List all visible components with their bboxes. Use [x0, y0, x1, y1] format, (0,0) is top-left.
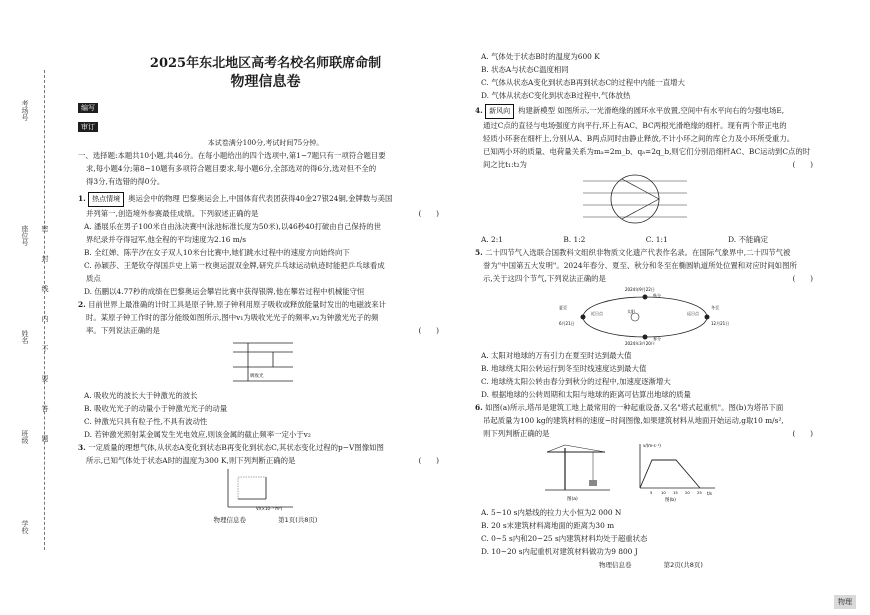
q6-line3: 则下列判断正确的是 ( )	[483, 429, 813, 438]
q5-label-summer: 夏至	[559, 305, 567, 310]
q4-ring-field-figure	[475, 171, 827, 229]
tag-edit: 编写	[78, 103, 98, 113]
q6-axis-t: t/s	[707, 491, 712, 496]
q4-option-c: C. 1:1	[645, 235, 668, 244]
q5-label-autumn: 秋分	[653, 293, 661, 298]
section1-line2: 求,每小题4分;第8~10题有多项符合题目要求,每小题6分,全部选对的得6分,选对但不全的	[86, 164, 377, 173]
q4-stem: 4. 新风向 构建新模型 如图所示,一光滑绝缘的圆环水平放置,空间中有水平向右的匀强电场E,	[475, 104, 827, 119]
q5-option-b: B. 地球绕太阳公转运行到冬至时线速度达到最大值	[481, 364, 647, 373]
q1-option-b: B. 全红婵、陈芋汐在女子双人10米台比赛中,她们跳水过程中的速度方向始终向下	[84, 248, 350, 257]
seal-char: 密	[41, 225, 49, 232]
q5-label-perihelion: 近日点	[591, 311, 603, 316]
q2-line3: 率。下列说法正确的是 ( )	[86, 326, 439, 335]
q6-answer-paren: ( )	[792, 429, 813, 438]
q6-option-d: D. 10~20 s内起重机对建筑材料做功为9 800 J	[481, 547, 638, 556]
q6-tick: 5	[650, 490, 653, 495]
q1-line1: 奥运会中的物理 巴黎奥运会上,中国体育代表团获得40金27银24铜,金牌数与美国	[128, 194, 393, 203]
q1-stem	[78, 192, 453, 207]
paper-subtitle: 物理信息卷	[230, 74, 301, 90]
q5-date-summer: 6月21日	[559, 321, 575, 326]
binding-sidebar	[0, 0, 62, 615]
q3-axis-label: V/(×10⁻³ m³)	[256, 506, 283, 511]
seal-char: 线	[41, 285, 49, 292]
q4-line5: 间之比t₁:t₂为 ( )	[483, 160, 813, 169]
label-seat: 座位号	[21, 225, 29, 246]
q2-stem: 2. 目前世界上最准确的计时工具是原子钟,原子钟利用原子吸收或释放能量时发出的电磁波来计	[78, 300, 387, 309]
section1-line3: 得3分,有选错的得0分。	[86, 177, 165, 186]
q2-option-b: B. 吸收光光子的动量小于钟激光光子的动量	[84, 404, 228, 413]
q4-option-a: A. 2:1	[481, 235, 503, 244]
q3-stem: 3. 一定质量的理想气体,从状态A变化到状态B再变化到状态C,其状态变化过程的p−V图像如图	[78, 443, 384, 452]
seal-char: 答	[41, 405, 49, 412]
q3-option-d: D. 气体从状态C变化到状态B过程中,气体放热	[481, 91, 631, 100]
q6-tick: 10	[661, 490, 666, 495]
label-class: 班级	[21, 430, 29, 444]
page-2-column	[475, 50, 827, 569]
seal-char: 题	[41, 435, 49, 442]
q5-label-spring: 春分	[653, 336, 661, 341]
q2-option-d: D. 若钟激光照射某金属发生光电效应,则该金属的截止频率一定小于v₂	[84, 430, 311, 439]
seal-char: 要	[41, 375, 49, 382]
q5-line3: 示,关于这四个节气,下列说法正确的是 ( )	[483, 274, 813, 283]
q2-energy-level-figure	[78, 337, 453, 385]
q4-option-d: D. 不能确定	[728, 235, 769, 244]
q5-label-aphelion: 远日点	[687, 311, 699, 316]
q2-option-c: C. 钟激光只具有粒子性,不具有波动性	[84, 417, 208, 426]
seal-char: 不	[41, 345, 49, 352]
q5-date-autumn: 2024年9月22日	[625, 287, 655, 292]
q1-option-d: D. 伍鹏以4.77秒的成绩在巴黎奥运会攀岩比赛中获得银牌,他在攀岩过程中机械能守恒	[84, 287, 365, 296]
q6-option-b: B. 20 s末建筑材料离地面的距离为30 m	[481, 521, 615, 530]
q1-option-c: C. 孙颖莎、王楚钦夺得国乒史上第一枚奥运混双金牌,研究乒乓球运动轨迹时能把乒乓球看成	[84, 261, 385, 270]
q4-options	[475, 233, 827, 246]
q5-date-winter: 12月21日	[711, 321, 730, 326]
q5-option-a: A. 太阳对地球的万有引力在夏至时达到最大值	[481, 351, 632, 360]
q6-tick: 25	[697, 490, 702, 495]
seal-line	[44, 70, 45, 550]
label-school: 学校	[21, 520, 29, 534]
seal-char: 内	[41, 315, 49, 322]
q3-line2: 所示,已知气体处于状态A时的温度为300 K,则下列判断正确的是 ( )	[86, 456, 439, 465]
page-1-footer-name: 物理信息卷	[213, 516, 247, 524]
editor-tags	[78, 95, 453, 133]
q5-option-c: C. 地球绕太阳公转由春分到秋分的过程中,加速度逐渐增大	[481, 377, 671, 386]
q4-line3: 轻质小环套在细杆上,分别从A、B两点同时由静止释放,不计小环之间的库仑力及小环所受重力。	[483, 134, 795, 143]
q1-answer-paren: ( )	[418, 209, 439, 218]
q6-option-a: A. 5~10 s内悬线的拉力大小恒为2 000 N	[481, 508, 622, 517]
q3-answer-paren: ( )	[418, 456, 439, 465]
label-name: 姓名	[21, 330, 29, 344]
q1-option-c-cont: 质点	[86, 274, 101, 283]
q6-crane-figure	[545, 445, 610, 502]
q3-option-c: C. 气体从状态A变化到状态B再到状态C的过程中内能一直增大	[481, 78, 685, 87]
q6-caption-a: 图(a)	[567, 497, 578, 502]
q1-line2: 并列第一,创造境外参赛最佳成绩。下列叙述正确的是 ( )	[86, 209, 439, 218]
q6-axis-v: v/(m·s⁻¹)	[643, 443, 661, 448]
q1-option-a-cont: 界纪录并夺得冠军,他全程的平均速度为2.16 m/s	[86, 235, 247, 244]
label-exam-room: 考场号	[21, 100, 29, 121]
page-1-column	[78, 55, 453, 524]
q5-line2: 誉为"中国第五大发明"。2024年春分、夏至、秋分和冬至在椭圆轨道所处位置和对应时间如图所	[483, 261, 797, 270]
q3-option-b: B. 状态A与状态C温度相同	[481, 65, 569, 74]
q5-orbit-figure	[475, 285, 827, 345]
q6-caption-b: 图(b)	[665, 498, 676, 502]
q6-line2: 吊起质量为100 kg的建筑材料的速度−时间图像,如果建筑材料从地面开始运动,g取10 m/s²,	[483, 416, 784, 425]
q6-tick: 20	[685, 490, 690, 495]
q6-figures	[475, 440, 827, 502]
q2-option-a: A. 吸收光的波长大于钟激光的波长	[84, 391, 198, 400]
q1-tag: 热点情境	[88, 192, 124, 207]
page-2-footer-page: 第2页(共8页)	[663, 561, 703, 569]
q4-option-b: B. 1:2	[563, 235, 586, 244]
q1-number: 1.	[78, 194, 86, 203]
page-2-footer-name: 物理信息卷	[599, 561, 632, 569]
q2-answer-paren: ( )	[418, 326, 439, 335]
page-1-footer-page: 第1页(共8页)	[278, 516, 318, 524]
subject-corner-badge: 物理	[834, 595, 856, 609]
q4-answer-paren: ( )	[792, 160, 813, 169]
q1-option-a: A. 潘展乐在男子100米自由泳决赛中(泳池标准长度为50米),以46秒40打破由自己保持的世	[84, 222, 381, 231]
q5-label-winter: 冬至	[711, 305, 719, 310]
q5-date-spring: 2024年3月20日	[625, 341, 655, 345]
q6-tick: 15	[673, 490, 678, 495]
q2-line2: 时。某原子钟工作时的部分能级如图所示,图中v₁为吸收光光子的频率,v₂为钟激光光子的频	[86, 313, 379, 322]
q6-option-c: C. 0~5 s内和20~25 s内建筑材料均处于超重状态	[481, 534, 648, 543]
page-1-footer	[78, 515, 453, 524]
exam-note: 本试卷满分100分,考试时间75分钟。	[207, 139, 324, 147]
q5-option-d: D. 根据地球的公转周期和太阳与地球的距离可估算出地球的质量	[481, 390, 691, 399]
q4-tag: 新风向	[485, 104, 514, 119]
section1-line1: 一、选择题:本题共10小题,共46分。在每小题给出的四个选项中,第1~7题只有一项符合题目要	[78, 151, 386, 160]
q5-answer-paren: ( )	[792, 274, 813, 283]
q6-stem: 6. 如图(a)所示,塔吊是建筑工地上最常用的一种起重设备,又名"塔式起重机"。图(b)为塔吊下面	[475, 403, 784, 412]
q5-stem: 5. 二十四节气入选联合国教科文组织非物质文化遗产代表作名录。在国际气象界中,二十四节气被	[475, 248, 791, 257]
q4-line2: 通过C点的直径与电场强度方向平行,环上有AC、BC两根光滑绝缘的细杆。现有两个带正电的	[483, 121, 787, 130]
q2-figure-label: 吸收光	[250, 374, 264, 379]
page-2-footer	[475, 560, 827, 569]
q5-label-sun: 太阳	[627, 309, 635, 314]
seal-char: 封	[41, 255, 49, 262]
q3-pv-graph	[78, 467, 453, 511]
q3-option-a: A. 气体处于状态B时的温度为600 K	[481, 52, 600, 61]
q4-line4: 已知两小环的质量、电荷量关系为mₐ=2m_b、qₐ=2q_b,则它们分别沿细杆AC、BC运动到C点的时	[483, 147, 811, 156]
q6-vt-graph	[640, 443, 715, 502]
tag-review: 审订	[78, 122, 98, 132]
paper-title: 2025年东北地区高考名校名师联席命制	[149, 56, 382, 71]
